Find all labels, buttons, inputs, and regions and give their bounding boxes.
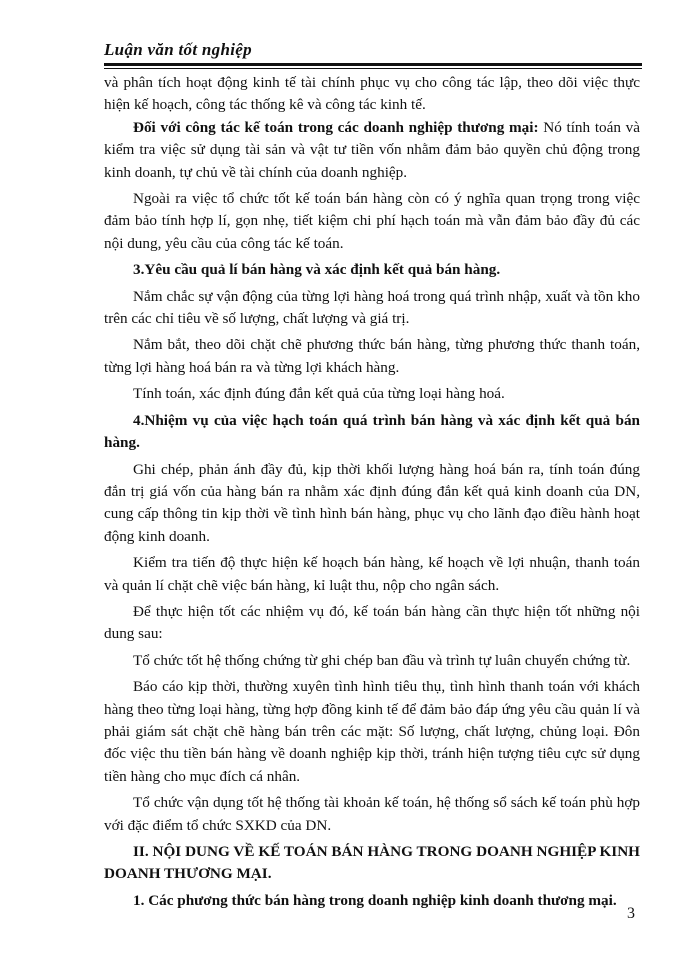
paragraph: Nắm chắc sự vận động của từng lợi hàng hoá trong quá trình nhập, xuất và tồn kho trên các chỉ tiêu về số lượng, chất lượng và giá trị. (104, 287, 640, 328)
paragraph: Tổ chức tốt hệ thống chứng từ ghi chép ban đầu và trình tự luân chuyển chứng từ. (133, 651, 631, 669)
section-heading: 1. Các phương thức bán hàng trong doanh nghiệp kinh doanh thương mại. (133, 891, 617, 909)
paragraph-text: Nó tính toán và kiểm tra việc sử dụng tài sản và vật tư tiền vốn nhằm đảm bảo quyền chủ động trong kinh doanh, tự chủ về tài chính của doanh nghiệp. (104, 118, 640, 181)
section-heading: 3.Yêu cầu quả lí bán hàng và xác định kết quả bán hàng. (133, 261, 501, 279)
page-number: 3 (627, 905, 635, 922)
paragraph: Ngoài ra việc tổ chức tốt kế toán bán hàng còn có ý nghĩa quan trọng trong việc đảm bảo tính hợp lí, gọn nhẹ, tiết kiệm chi phí hạch toán mà vẫn đảm bảo đầy đủ các nội dung, yêu cầu của công tác kế toán. (104, 190, 640, 252)
paragraph: và phân tích hoạt động kinh tế tài chính phục vụ cho công tác lập, theo dõi việc thực hiện kế hoạch, công tác thống kê và công tác kinh tế. (104, 74, 640, 114)
header-title: Luận văn tốt nghiệp (104, 40, 252, 59)
header-rule-thin (104, 68, 642, 69)
section-heading: 4.Nhiệm vụ của việc hạch toán quá trình bán hàng và xác định kết quả bán hàng. (104, 411, 640, 452)
chapter-heading: II. NỘI DUNG VỀ KẾ TOÁN BÁN HÀNG TRONG DOANH NGHIỆP KINH DOANH THƯƠNG MẠI. (104, 843, 640, 883)
paragraph: Nắm bắt, theo dõi chặt chẽ phương thức bán hàng, từng phương thức thanh toán, từng lợi hàng hoá bán ra và từng lợi khách hàng. (104, 336, 640, 376)
paragraph: Tổ chức vận dụng tốt hệ thống tài khoản kế toán, hệ thống sổ sách kế toán phù hợp với đặc điểm tổ chức SXKD của DN. (104, 794, 640, 834)
paragraph: Báo cáo kịp thời, thường xuyên tình hình tiêu thụ, tình hình thanh toán với khách hàng theo từng loại hàng, từng hợp đồng kinh tế để đảm bảo đáp ứng yêu cầu quản lí và phải giám sát chặt chẽ hàng bán trên các mặt: Số lượng, chất lượng, chủng loại. Đôn đốc việc thu tiền bán hàng về doanh nghiệp kịp thời, tránh hiện tượng tiêu cực sử dụng tiền hàng cho mục đích cá nhân. (104, 678, 640, 785)
paragraph: Để thực hiện tốt các nhiệm vụ đó, kế toán bán hàng cần thực hiện tốt những nội dung sau: (104, 602, 640, 643)
paragraph: Tính toán, xác định đúng đắn kết quả của từng loại hàng hoá. (133, 385, 505, 403)
page-header (104, 40, 642, 60)
document-body (104, 72, 640, 912)
paragraph: Ghi chép, phản ánh đầy đủ, kịp thời khối lượng hàng hoá bán ra, tính toán đúng đắn trị giá vốn của hàng bán ra nhằm xác định đúng đắn kết quả kinh doanh của DN, cung cấp thông tin kịp thời về tình hình bán hàng, phục vụ cho lãnh đạo điều hành hoạt động kinh doanh. (104, 460, 640, 545)
header-rule-thick (104, 63, 642, 66)
paragraph: Kiểm tra tiến độ thực hiện kế hoạch bán hàng, kế hoạch về lợi nhuận, thanh toán và quản lí chặt chẽ việc bán hàng, kỉ luật thu, nộp cho ngân sách. (104, 554, 640, 594)
paragraph-lead: Đối với công tác kế toán trong các doanh nghiệp thương mại: (133, 118, 539, 136)
paragraph (104, 117, 640, 184)
